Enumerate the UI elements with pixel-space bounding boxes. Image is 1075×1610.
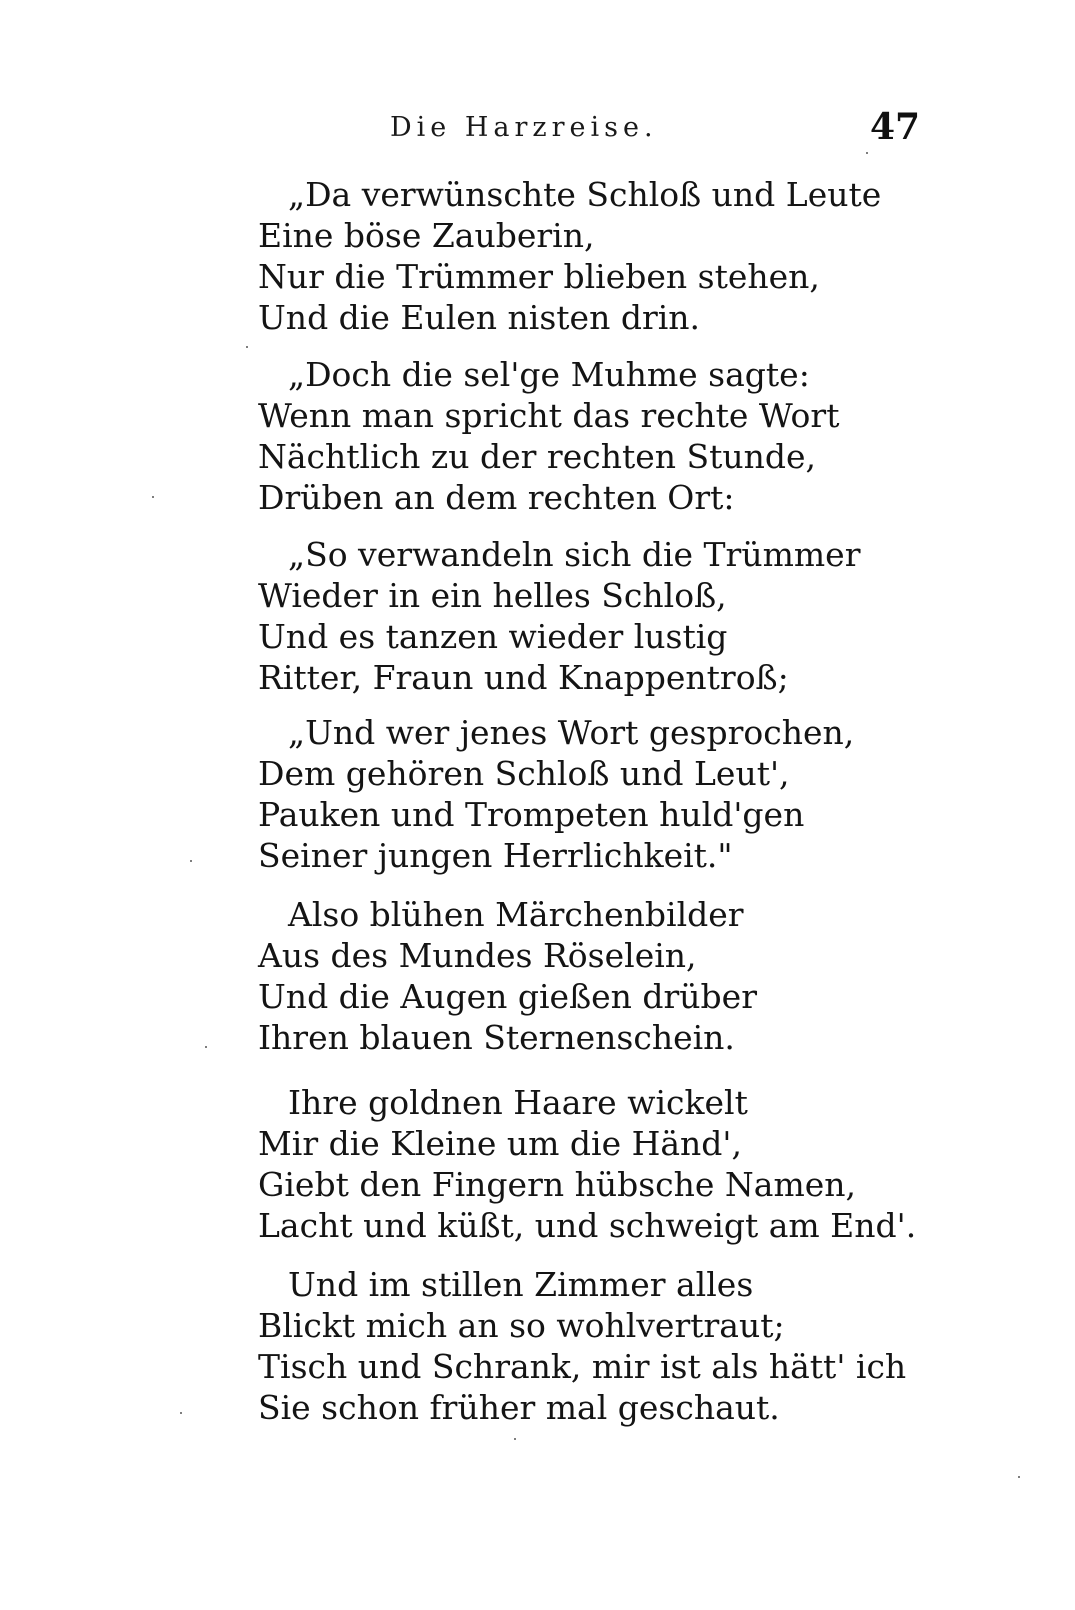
paper-speck (514, 1438, 516, 1440)
stanza-1 (258, 174, 882, 338)
verse-line: Und es tanzen wieder lustig (258, 617, 728, 656)
stanza-5 (258, 894, 858, 1058)
verse-line: Wenn man spricht das rechte Wort (258, 396, 840, 435)
stanza-4 (258, 712, 858, 876)
verse-line: Drüben an dem rechten Ort: (258, 478, 735, 517)
paper-speck (1018, 1476, 1020, 1478)
paper-speck (866, 152, 868, 154)
verse-line: Aus des Mundes Röselein, (258, 936, 697, 975)
verse-line: „So verwandeln sich die Trümmer (288, 535, 861, 574)
verse-line: Sie schon früher mal geschaut. (258, 1388, 780, 1427)
stanza-7 (258, 1264, 907, 1428)
verse-line: Lacht und küßt, und schweigt am End'. (258, 1206, 917, 1245)
page-number: 47 (870, 106, 921, 148)
verse-line: Eine böse Zauberin, (258, 216, 595, 255)
paper-speck (180, 1412, 182, 1414)
verse-line: „Da verwünschte Schloß und Leute (288, 175, 882, 214)
verse-line: Nur die Trümmer blieben stehen, (258, 257, 820, 296)
verse-line: Und im stillen Zimmer alles (288, 1265, 754, 1304)
verse-line: Pauken und Trompeten huld'gen (258, 795, 805, 834)
verse-line: Also blühen Märchenbilder (288, 895, 744, 934)
running-title: Die Harzreise. (390, 112, 658, 143)
verse-line: Seiner jungen Herrlichkeit." (258, 836, 733, 875)
paper-speck (190, 860, 192, 862)
verse-line: Ritter, Fraun und Knappentroß; (258, 658, 789, 697)
verse-line: Giebt den Fingern hübsche Namen, (258, 1165, 857, 1204)
verse-line: Ihren blauen Sternenschein. (258, 1018, 735, 1057)
verse-line: „Und wer jenes Wort gesprochen, (288, 713, 855, 752)
paper-speck (152, 496, 154, 498)
stanza-3 (258, 534, 861, 698)
verse-line: Blickt mich an so wohlvertraut; (258, 1306, 785, 1345)
stanza-2 (258, 354, 858, 518)
verse-line: Ihre goldnen Haare wickelt (288, 1083, 748, 1122)
paper-speck (246, 346, 248, 348)
verse-line: Nächtlich zu der rechten Stunde, (258, 437, 817, 476)
verse-line: „Doch die sel'ge Muhme sagte: (288, 355, 810, 394)
paper-speck (205, 1046, 207, 1048)
verse-line: Dem gehören Schloß und Leut', (258, 754, 790, 793)
stanza-6 (258, 1082, 917, 1246)
verse-line: Mir die Kleine um die Händ', (258, 1124, 742, 1163)
verse-line: Und die Augen gießen drüber (258, 977, 757, 1016)
verse-line: Wieder in ein helles Schloß, (258, 576, 727, 615)
verse-line: Tisch und Schrank, mir ist als hätt' ich (258, 1347, 907, 1386)
verse-line: Und die Eulen nisten drin. (258, 298, 701, 337)
